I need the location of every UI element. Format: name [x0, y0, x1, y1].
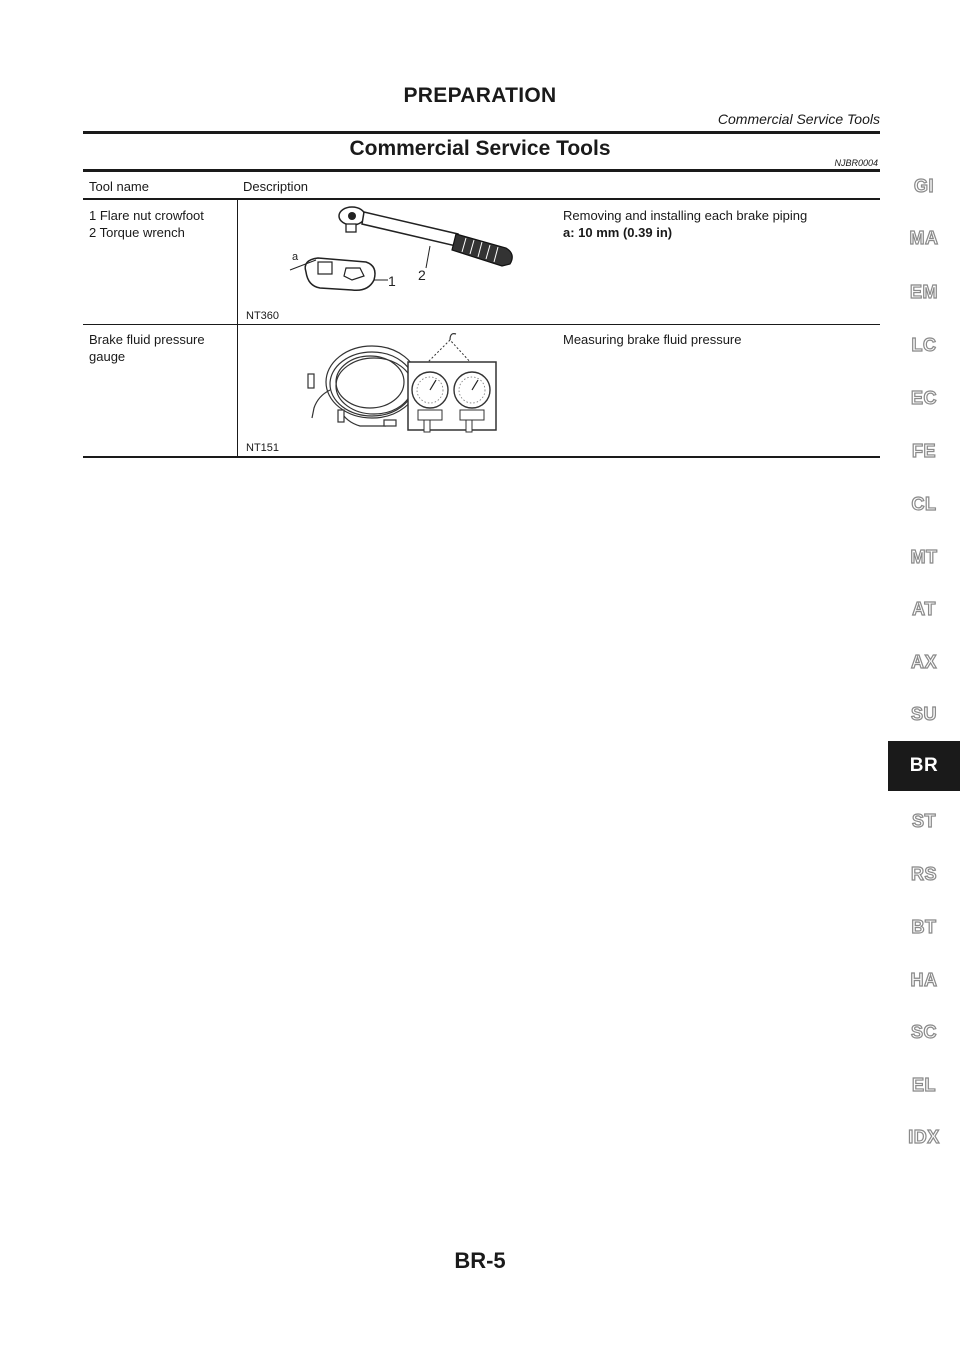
table-row-1-description — [563, 207, 807, 241]
tool-name-line: 2 Torque wrench — [89, 225, 185, 240]
tab-gi[interactable]: GI — [913, 175, 934, 196]
flare-nut-wrench-illustration-icon — [280, 202, 520, 302]
page-header-subtitle: Commercial Service Tools — [717, 111, 880, 127]
section-title: Commercial Service Tools — [349, 137, 611, 160]
tab-ha[interactable]: HA — [910, 969, 938, 990]
table-header-rule — [83, 198, 880, 200]
table-row-1-tool-name — [89, 207, 204, 241]
tab-fe[interactable]: FE — [911, 440, 936, 461]
figure-label-a: a — [292, 251, 299, 263]
table-top-rule — [83, 169, 880, 172]
column-header-description: Description — [243, 179, 309, 194]
description-text: Measuring brake fluid pressure — [563, 332, 742, 347]
tab-rs[interactable]: RS — [910, 863, 937, 884]
figure-code-nt360: NT360 — [246, 310, 280, 322]
table-row-2-tool-name — [89, 331, 205, 365]
tab-br[interactable]: BR — [888, 741, 960, 791]
tab-sc[interactable]: SC — [910, 1021, 937, 1042]
table-bottom-rule — [83, 456, 880, 458]
tab-idx[interactable]: IDX — [908, 1126, 940, 1147]
column-divider — [237, 198, 238, 457]
tab-lc[interactable]: LC — [911, 334, 937, 355]
section-index-tabs — [888, 0, 960, 1358]
tab-at[interactable]: AT — [912, 598, 936, 619]
tab-bt[interactable]: BT — [911, 916, 937, 937]
pressure-gauge-illustration-icon — [300, 330, 510, 440]
section-code: NJBR0004 — [834, 158, 878, 168]
page-header-title: PREPARATION — [403, 84, 557, 107]
figure-callout-1: 1 — [388, 273, 396, 289]
tab-su[interactable]: SU — [910, 703, 937, 724]
tab-ma[interactable]: MA — [909, 227, 939, 248]
figure-code-nt151: NT151 — [246, 442, 280, 454]
tab-ec[interactable]: EC — [910, 387, 937, 408]
tool-name-line: gauge — [89, 349, 126, 364]
spec-text: a: 10 mm (0.39 in) — [563, 225, 673, 240]
tab-ax[interactable]: AX — [910, 651, 937, 672]
tab-mt[interactable]: MT — [910, 546, 938, 567]
table-row-divider — [83, 324, 880, 325]
tool-name-line: 1 Flare nut crowfoot — [89, 208, 204, 223]
figure-callout-2: 2 — [418, 267, 426, 283]
column-header-tool-name: Tool name — [89, 179, 149, 194]
description-text: Removing and installing each brake piping — [563, 208, 808, 223]
tab-el[interactable]: EL — [911, 1074, 936, 1095]
tool-name-line: Brake fluid pressure — [89, 332, 205, 347]
table-row-2-description — [563, 331, 741, 348]
tab-em[interactable]: EM — [910, 281, 938, 302]
tab-cl[interactable]: CL — [911, 493, 937, 514]
page-number: BR-5 — [454, 1248, 506, 1273]
tab-st[interactable]: ST — [911, 810, 936, 831]
header-rule — [83, 131, 880, 134]
